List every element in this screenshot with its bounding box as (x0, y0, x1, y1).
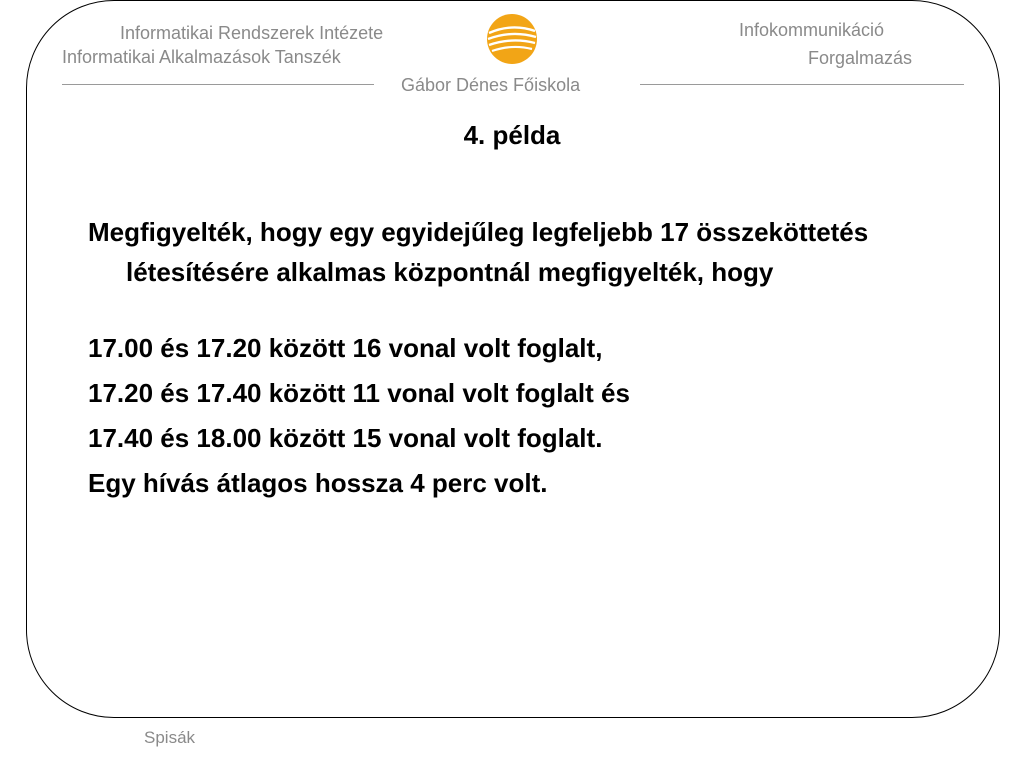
observation-line-2: 17.20 és 17.40 között 11 vonal volt foglalt és (88, 378, 630, 408)
call-duration-line: Egy hívás átlagos hossza 4 perc volt. (88, 468, 548, 498)
observation-line-1: 17.00 és 17.20 között 16 vonal volt foglalt, (88, 333, 603, 363)
slide-title: 4. példa (463, 120, 561, 150)
intro-paragraph: Megfigyelték, hogy egy egyidejűleg legfeljebb 17 összeköttetés létesítésére alkalmas központnál megfigyelték, hogy (88, 217, 869, 287)
header-rule-left (62, 84, 374, 85)
slide-body (88, 212, 948, 503)
gdf-logo-icon (485, 12, 539, 66)
header-rule-right (640, 84, 964, 85)
header-subject-topic: Forgalmazás (808, 48, 913, 68)
footer-author: Spisák (144, 728, 196, 747)
observation-line-3: 17.40 és 18.00 között 15 vonal volt foglalt. (88, 423, 603, 453)
header-institute: Informatikai Rendszerek Intézete (120, 23, 384, 43)
header-department: Informatikai Alkalmazások Tanszék (62, 47, 341, 67)
header-subject: Infokommunikáció (739, 20, 885, 40)
header-school: Gábor Dénes Főiskola (401, 75, 581, 95)
